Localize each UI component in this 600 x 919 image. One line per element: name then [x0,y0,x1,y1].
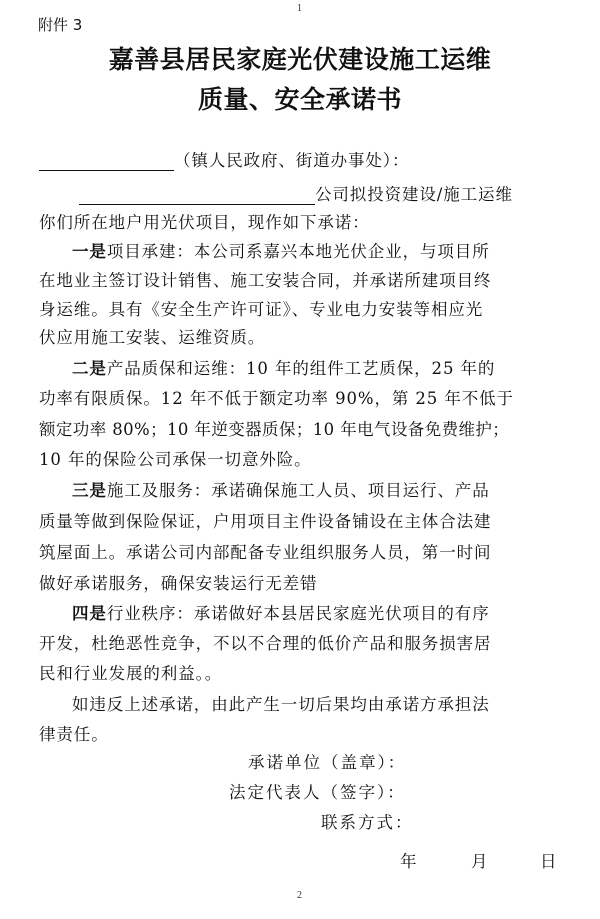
liability-line-1: 如违反上述承诺，由此产生一切后果均由承诺方承担法 [72,695,490,714]
item-1-line-1: 一是项目承建：本公司系嘉兴本地光伏企业，与项目所 [72,242,490,261]
signature-representative-label: 法定代表人（签字）： [229,783,406,802]
date-month-label: 月 [471,852,490,871]
signature-unit-label: 承诺单位（盖章）： [248,753,407,772]
opening-line-1 [79,181,513,205]
item-3-line-2: 质量等做到保险保证，户用项目主件设备铺设在主体合法建 [39,512,492,531]
recipient-blank[interactable] [39,152,174,171]
item-3-heading: 三是 [72,481,107,500]
item-4-line-1: 四是行业秩序：承诺做好本县居民家庭光伏项目的有序 [72,604,490,623]
opening-line-2: 你们所在地户用光伏项目，现作如下承诺： [39,213,370,232]
item-4-line-3: 民和行业发展的利益。。 [39,664,223,683]
item-1-heading: 一是 [72,242,107,261]
item-4-line-2: 开发，杜绝恶性竞争，不以不合理的低价产品和服务损害居 [39,634,492,653]
item-2-line-1: 二是产品质保和运维：10 年的组件工艺质保，25 年的 [72,359,496,378]
salutation [39,147,409,171]
page-number-bottom: 2 [297,890,302,901]
item-4-heading: 四是 [72,604,107,623]
company-name-blank[interactable] [79,186,315,205]
date-day-label: 日 [540,852,559,871]
item-1-line-4: 伏应用施工安装、运维资质。 [39,328,266,347]
item-2-line-2: 功率有限质保。12 年不低于额定功率 90%，第 25 年不低于 [39,389,514,408]
item-3-line-4: 做好承诺服务，确保安装运行无差错 [39,574,318,593]
item-2-heading: 二是 [72,359,107,378]
liability-line-2: 律责任。 [39,725,109,744]
item-1-line-3: 身运维。具有《安全生产许可证》、专业电力安装等相应光 [39,300,484,319]
attachment-label: 附件 3 [38,16,83,34]
item-2-line-3: 额定功率 80%；10 年逆变器质保；10 年电气设备免费维护； [39,420,510,439]
document-title-line-1: 嘉善县居民家庭光伏建设施工运维 [108,45,492,74]
item-2-line-4: 10 年的保险公司承保一切意外险。 [39,450,312,469]
salutation-text: （镇人民政府、街道办事处）： [174,151,410,170]
item-1-line-2: 在地业主签订设计销售、施工安装合同，并承诺所建项目终 [39,271,492,290]
item-3-line-3: 筑屋面上。承诺公司内部配备专业组织服务人员，第一时间 [39,543,492,562]
item-3-line-1: 三是施工及服务：承诺确保施工人员、项目运行、产品 [72,481,490,500]
date-year-label: 年 [400,852,419,871]
document-title-line-2: 质量、安全承诺书 [197,85,402,114]
signature-contact-label: 联系方式： [321,813,414,832]
page-number-top: 1 [297,3,302,14]
opening-line-1-tail: 公司拟投资建设/施工运维 [315,185,513,204]
